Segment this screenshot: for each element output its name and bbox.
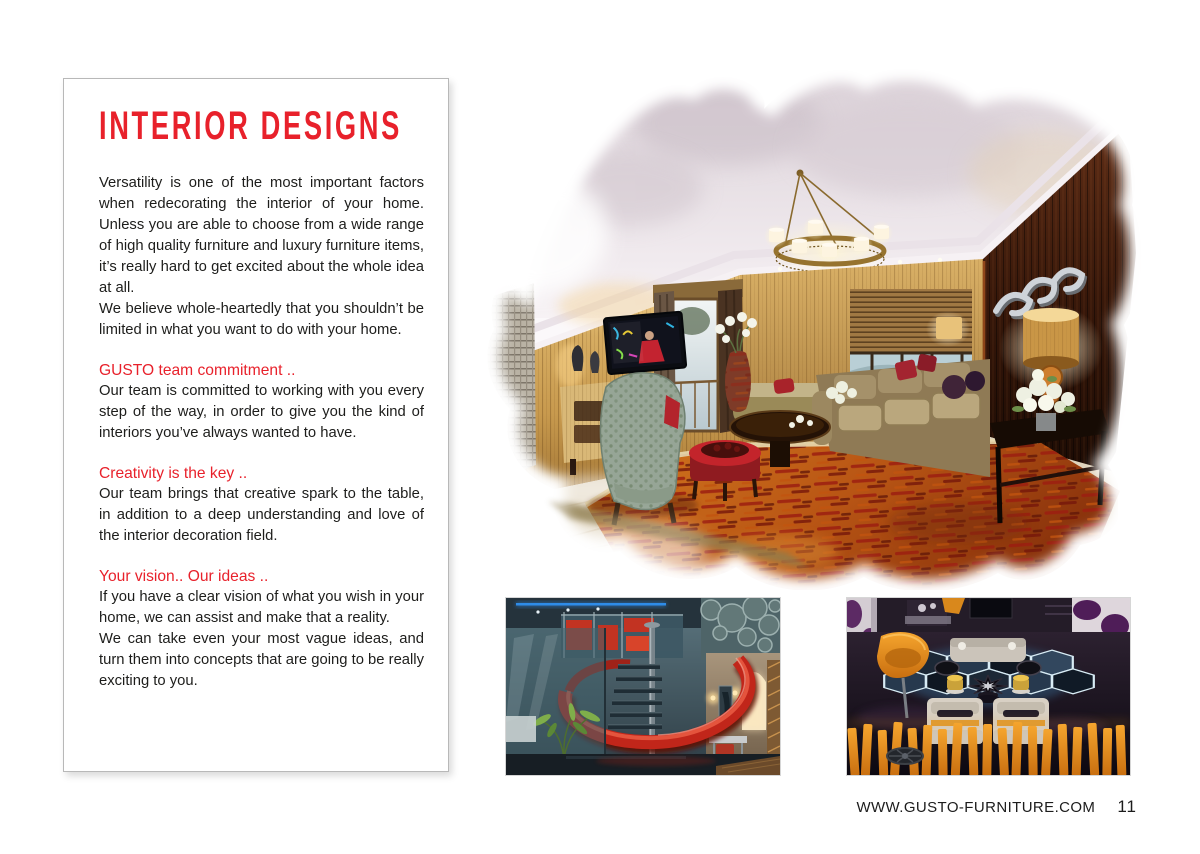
page-number: 11: [1117, 797, 1137, 816]
lounge-illustration: [847, 598, 1130, 775]
staircase-illustration: [506, 598, 780, 775]
section-heading-commitment: GUSTO team commitment ..: [99, 362, 296, 379]
caster-wheel: [887, 748, 923, 764]
stair-floor: [506, 754, 780, 775]
intro-paragraph: Versatility is one of the most important factors when redecorating the interior of your home. Unless you are able to choose from a wide range of high quality furniture and luxury furniture items, it’s really hard to get excited about the whole idea at all.: [99, 175, 424, 296]
figure-staircase: [505, 597, 781, 776]
intro-paragraph: We believe whole-heartedly that you shouldn’t be limited in what you want to do with your home.: [99, 301, 424, 338]
yellow-stool: [1012, 675, 1030, 694]
figure-lounge: [846, 597, 1131, 776]
bubble-wall: [701, 598, 780, 660]
website-url: WWW.GUSTO-FURNITURE.COM: [856, 799, 1096, 816]
body-copy: [99, 173, 424, 692]
round-table: [935, 661, 959, 675]
round-table: [1017, 661, 1041, 675]
main-artwork: [478, 53, 1190, 590]
section-paragraph: Our team is committed to working with you every step of the way, in order to give you the kind of interiors you’ve always wanted to have.: [99, 383, 424, 441]
page-title: INTERIOR DESIGNS: [99, 103, 402, 148]
section-heading-vision: Your vision.. Our ideas ..: [99, 568, 269, 585]
back-sofa: [950, 638, 1026, 662]
content-panel: [63, 78, 449, 772]
living-room-illustration: [478, 53, 1190, 590]
section-paragraph: If you have a clear vision of what you wish in your home, we can assist and make that a reality.: [99, 589, 424, 626]
section-paragraph: We can take even your most vague ideas, and turn them into concepts that are going to be really exciting to you.: [99, 631, 424, 689]
yellow-stool: [946, 675, 964, 694]
section-heading-creativity: Creativity is the key ..: [99, 465, 248, 482]
tv: [604, 312, 687, 375]
page-footer: [856, 797, 1137, 817]
section-paragraph: Our team brings that creative spark to the table, in addition to a deep understanding and love of the interior decoration field.: [99, 486, 424, 544]
